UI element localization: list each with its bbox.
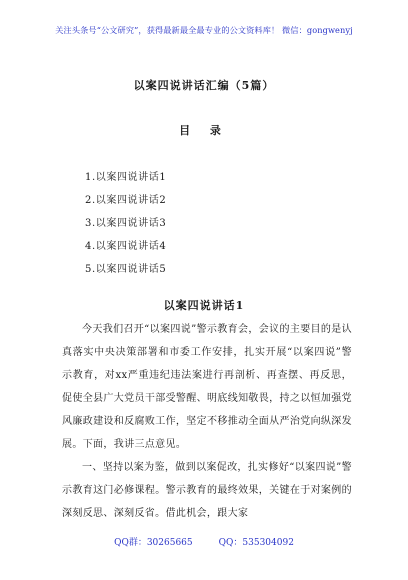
toc-heading: 目 录: [179, 124, 229, 137]
body-paragraph: 今天我们召开“以案四说”警示教育会，会议的主要目的是认真落实中央决策部署和市委工作安排，扎实开展“以案四说”警示教育，对xx严重违纪违法案进行再剖析、再查摆、再反思，促使全县广大党员干部受警醒、明底线知敬畏，持之以恒加强党风廉政建设和反腐败工作，坚定不移推动全面从严治党向纵深发展。下面，我讲三点意见。: [62, 324, 352, 450]
toc-item[interactable]: 4.以案四说讲话4: [85, 241, 167, 252]
qq-group-number: QQ群：30265665: [114, 538, 193, 548]
toc-item[interactable]: 1.以案四说讲话1: [85, 172, 167, 183]
header-promo-note: 关注头条号“公文研究”，获得最新最全最专业的公文资料库！ 微信：gongwenyj: [55, 25, 353, 35]
toc-item[interactable]: 3.以案四说讲话3: [85, 218, 167, 229]
toc-list: [85, 166, 166, 281]
section-title: 以案四说讲话1: [163, 299, 245, 312]
body-paragraph: 一、坚持以案为鉴，做到以案促改，扎实修好“以案四说”警示教育这门必修课程。警示教育的最终效果，关键在于对案例的深刻反思、深刻反省。借此机会，跟大家: [62, 462, 352, 519]
footer-contact: [0, 535, 408, 548]
toc-item[interactable]: 2.以案四说讲话2: [85, 195, 167, 206]
qq-number: QQ：535304092: [218, 538, 294, 548]
document-title: 以案四说讲话汇编（5篇）: [133, 79, 275, 92]
toc-item[interactable]: 5.以案四说讲话5: [85, 264, 167, 275]
section-body: [62, 318, 352, 525]
